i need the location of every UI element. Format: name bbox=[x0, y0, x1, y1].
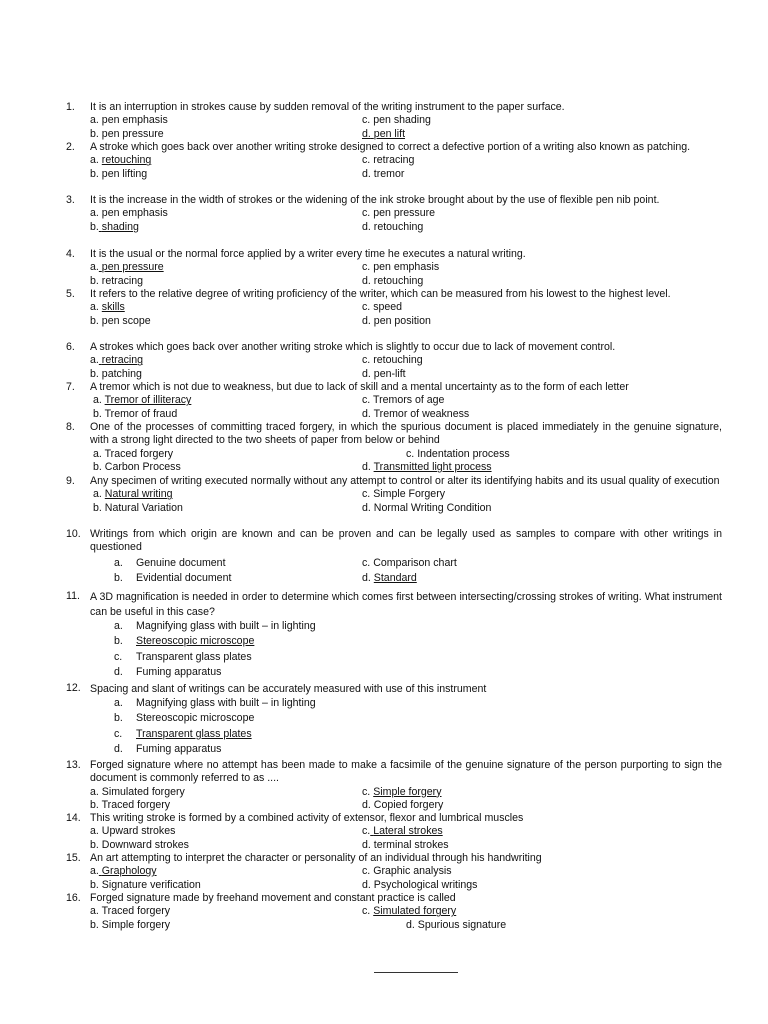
question-text: A tremor which is not due to weakness, but due to lack of skill and a mental uncertainty as to the form of each letter bbox=[90, 381, 629, 393]
option-a-answer: a. Tremor of illiteracy bbox=[93, 394, 192, 407]
question-text: Any specimen of writing executed normally without any attempt to control or alter its identifying habits and its usual quality of execution bbox=[90, 475, 720, 487]
option-b-answer: Stereoscopic microscope bbox=[136, 635, 255, 648]
option-d: d. retouching bbox=[362, 220, 424, 233]
option-d: d. bbox=[114, 666, 123, 679]
option-b-answer: b. shading bbox=[90, 220, 139, 233]
option-b: b. pen lifting bbox=[90, 167, 148, 180]
question-text: This writing stroke is formed by a combined activity of extensor, flexor and lumbrical muscles bbox=[90, 812, 524, 824]
question-text: It refers to the relative degree of writing proficiency of the writer, which can be measured from his lowest to the highest level. bbox=[90, 288, 671, 300]
option-d: d. retouching bbox=[362, 274, 424, 287]
option-d-answer: d. Standard bbox=[362, 572, 417, 585]
option-a: a. bbox=[114, 697, 123, 709]
question-14 bbox=[66, 812, 722, 852]
option-d: d. pen position bbox=[362, 314, 431, 327]
signature-line bbox=[374, 972, 458, 973]
option-a: a. bbox=[114, 556, 123, 569]
option-b: b. Simple forgery bbox=[90, 918, 171, 931]
question-13 bbox=[66, 759, 722, 813]
option-b: b. bbox=[114, 712, 123, 725]
question-number: 4. bbox=[66, 248, 75, 260]
option-c: c. bbox=[114, 650, 123, 663]
option-a: a. bbox=[114, 620, 123, 632]
option-c: c. pen shading bbox=[362, 114, 431, 127]
option-a: a. pen emphasis bbox=[90, 207, 168, 220]
option-a: a. Traced forgery bbox=[93, 447, 174, 460]
question-number: 14. bbox=[66, 812, 81, 824]
question-number: 5. bbox=[66, 288, 75, 300]
option-d: d. Normal Writing Condition bbox=[362, 501, 492, 514]
question-10 bbox=[66, 528, 722, 588]
question-11 bbox=[66, 590, 722, 682]
option-a-answer: a. Natural writing bbox=[93, 488, 173, 501]
question-16 bbox=[66, 892, 722, 932]
option-a-text: Magnifying glass with built – in lighting bbox=[136, 620, 316, 632]
option-b: b. Natural Variation bbox=[93, 501, 183, 514]
question-text: One of the processes of committing traced forgery, in which the spurious document is placed immediately in the genuine signature, with a strong light directed to the two sheets of paper from below or behind bbox=[90, 421, 722, 447]
option-a-answer: a. retouching bbox=[90, 154, 152, 167]
option-c: c. retouching bbox=[362, 354, 423, 367]
option-c: c. pen pressure bbox=[362, 207, 436, 220]
option-c: c. speed bbox=[362, 301, 403, 314]
question-3 bbox=[66, 194, 722, 234]
question-1 bbox=[66, 101, 722, 141]
option-c: c. pen emphasis bbox=[362, 261, 440, 274]
option-b: b. patching bbox=[90, 367, 142, 380]
question-12 bbox=[66, 682, 722, 759]
question-text: It is an interruption in strokes cause by sudden removal of the writing instrument to the paper surface. bbox=[90, 101, 565, 113]
question-text: Writings from which origin are known and can be proven and can be legally used as samples to compare with other writings in questioned bbox=[90, 528, 722, 554]
question-number: 9. bbox=[66, 475, 75, 487]
option-b: b. Signature verification bbox=[90, 878, 201, 891]
question-text: Forged signature made by freehand movement and constant practice is called bbox=[90, 892, 456, 904]
option-a: a. pen emphasis bbox=[90, 114, 168, 127]
question-8 bbox=[66, 421, 722, 475]
option-a-answer: a. skills bbox=[90, 301, 125, 314]
option-c-answer: Transparent glass plates bbox=[136, 727, 252, 740]
option-c: c. Simple Forgery bbox=[362, 488, 446, 501]
option-c-answer: c. Simulated forgery bbox=[362, 905, 457, 918]
option-c: c. Graphic analysis bbox=[362, 865, 452, 878]
question-9 bbox=[66, 475, 722, 515]
option-a-answer: a. pen pressure bbox=[90, 261, 164, 274]
option-a: a. Traced forgery bbox=[90, 905, 171, 918]
question-text: A 3D magnification is needed in order to determine which comes first between intersecting/crossing strokes of writing. What instrument can be useful in this case? bbox=[90, 591, 722, 618]
option-d-text: Fuming apparatus bbox=[136, 743, 222, 756]
option-d: d. terminal strokes bbox=[362, 838, 449, 851]
option-c-answer: c. Lateral strokes bbox=[362, 825, 443, 838]
question-number: 10. bbox=[66, 528, 81, 540]
option-d: d. Copied forgery bbox=[362, 799, 444, 812]
option-a-text: Genuine document bbox=[136, 556, 226, 569]
option-b: b. Tremor of fraud bbox=[93, 407, 178, 420]
question-15 bbox=[66, 852, 722, 892]
option-c-text: Transparent glass plates bbox=[136, 650, 252, 663]
option-b: b. Carbon Process bbox=[93, 461, 181, 474]
question-text: It is the usual or the normal force applied by a writer every time he executes a natural writing. bbox=[90, 248, 526, 260]
option-c: c. Comparison chart bbox=[362, 556, 457, 569]
option-d: d. tremor bbox=[362, 167, 405, 180]
question-number: 13. bbox=[66, 759, 81, 771]
option-b: b. Downward strokes bbox=[90, 838, 189, 851]
option-a: a. Upward strokes bbox=[90, 825, 176, 838]
question-number: 15. bbox=[66, 852, 81, 864]
question-number: 12. bbox=[66, 682, 81, 694]
option-b-text: Evidential document bbox=[136, 572, 232, 585]
question-2 bbox=[66, 141, 722, 181]
question-number: 2. bbox=[66, 141, 75, 153]
option-c-answer: c. Simple forgery bbox=[362, 785, 442, 798]
option-c: c. retracing bbox=[362, 154, 415, 167]
option-b: b. Traced forgery bbox=[90, 799, 171, 812]
question-number: 7. bbox=[66, 381, 75, 393]
option-c: c. bbox=[114, 727, 123, 740]
option-d: d. Spurious signature bbox=[406, 918, 507, 931]
question-number: 16. bbox=[66, 892, 81, 904]
question-text: A stroke which goes back over another writing stroke designed to correct a defective portion of a writing also known as patching. bbox=[90, 141, 691, 153]
option-a-answer: a. Graphology bbox=[90, 865, 157, 878]
question-number: 6. bbox=[66, 341, 75, 353]
option-d-answer: d. Transmitted light process bbox=[362, 461, 492, 474]
option-a: a. Simulated forgery bbox=[90, 785, 185, 798]
question-text: Spacing and slant of writings can be accurately measured with use of this instrument bbox=[90, 683, 487, 695]
question-text: Forged signature where no attempt has been made to make a facsimile of the genuine signature of the person purporting to sign the document is commonly referred to as .... bbox=[90, 759, 722, 785]
question-number: 3. bbox=[66, 194, 75, 206]
option-b-text: Stereoscopic microscope bbox=[136, 712, 255, 725]
question-7 bbox=[66, 381, 722, 421]
option-d-text: Fuming apparatus bbox=[136, 666, 222, 679]
option-c: c. Indentation process bbox=[406, 447, 510, 460]
question-number: 8. bbox=[66, 421, 75, 433]
question-text: A strokes which goes back over another writing stroke which is slightly to occur due to lack of movement control. bbox=[90, 341, 616, 353]
option-d: d. Tremor of weakness bbox=[362, 407, 470, 420]
question-number: 11. bbox=[66, 590, 80, 602]
option-b: b. pen scope bbox=[90, 314, 151, 327]
question-text: It is the increase in the width of strokes or the widening of the ink stroke brought about by the use of flexible pen nib point. bbox=[90, 194, 660, 206]
option-d: d. bbox=[114, 743, 123, 756]
option-d: d. pen-lift bbox=[362, 367, 406, 380]
option-a-text: Magnifying glass with built – in lighting bbox=[136, 697, 316, 709]
option-b: b. bbox=[114, 572, 123, 585]
option-c: c. Tremors of age bbox=[362, 394, 445, 407]
option-b: b. retracing bbox=[90, 274, 144, 287]
question-number: 1. bbox=[66, 101, 75, 113]
question-text: An art attempting to interpret the character or personality of an individual through his handwriting bbox=[90, 852, 542, 864]
question-6 bbox=[66, 341, 722, 381]
option-d: d. Psychological writings bbox=[362, 878, 478, 891]
question-5 bbox=[66, 288, 722, 328]
option-a-answer: a. retracing bbox=[90, 354, 144, 367]
question-4 bbox=[66, 248, 722, 288]
option-b: b. pen pressure bbox=[90, 127, 164, 140]
option-d-answer: d. pen lift bbox=[362, 127, 406, 140]
option-b: b. bbox=[114, 635, 123, 648]
